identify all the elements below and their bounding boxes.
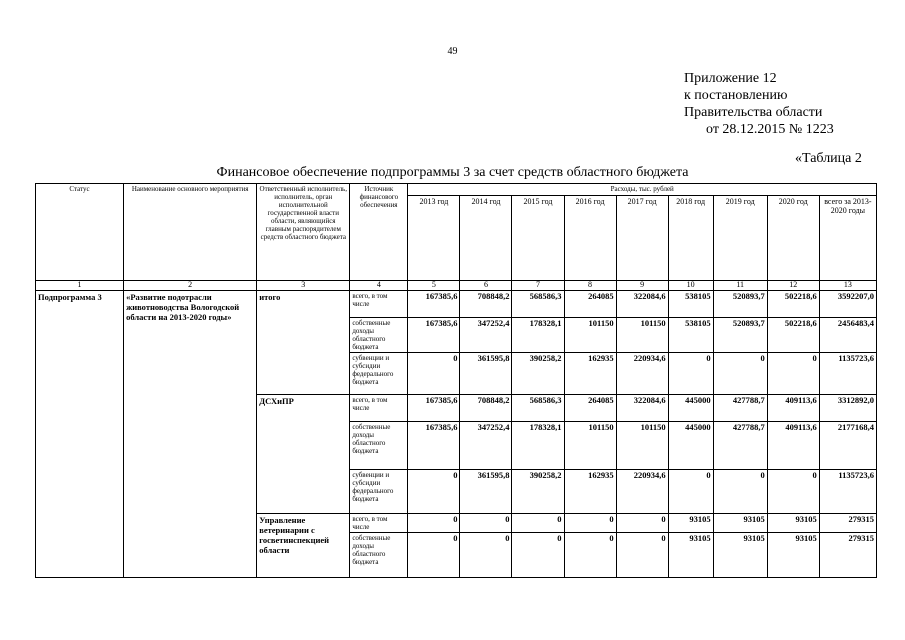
value-cell: 390258,2 bbox=[512, 353, 564, 395]
header-year: 2017 год bbox=[616, 196, 668, 281]
value-cell: 93105 bbox=[767, 514, 819, 533]
document-title: Финансовое обеспечение подпрограммы 3 за счет средств областного бюджета bbox=[216, 165, 689, 180]
financing-table bbox=[35, 183, 877, 578]
value-cell: 538105 bbox=[668, 318, 713, 353]
column-number: 4 bbox=[350, 281, 408, 291]
value-cell: 0 bbox=[668, 353, 713, 395]
value-cell: 167385,6 bbox=[408, 291, 460, 318]
value-cell: 93105 bbox=[668, 514, 713, 533]
value-cell: 0 bbox=[408, 470, 460, 514]
value-cell: 167385,6 bbox=[408, 422, 460, 470]
header-year: 2020 год bbox=[767, 196, 819, 281]
column-number: 2 bbox=[124, 281, 257, 291]
value-cell: 0 bbox=[713, 470, 767, 514]
value-cell: 347252,4 bbox=[460, 318, 512, 353]
total-value-cell: 3592207,0 bbox=[819, 291, 876, 318]
appendix-line-4: от 28.12.2015 № 1223 bbox=[706, 122, 834, 137]
value-cell: 162935 bbox=[564, 353, 616, 395]
value-cell: 162935 bbox=[564, 470, 616, 514]
header-source: Источник финансового обеспечения bbox=[350, 184, 408, 281]
value-cell: 502218,6 bbox=[767, 318, 819, 353]
value-cell: 409113,6 bbox=[767, 395, 819, 422]
appendix-line-1: Приложение 12 bbox=[684, 71, 777, 86]
value-cell: 708848,2 bbox=[460, 395, 512, 422]
source-cell: собственные доходы областного бюджета bbox=[350, 422, 408, 470]
value-cell: 93105 bbox=[767, 533, 819, 578]
header-year: 2016 год bbox=[564, 196, 616, 281]
value-cell: 178328,1 bbox=[512, 422, 564, 470]
value-cell: 93105 bbox=[668, 533, 713, 578]
value-cell: 0 bbox=[512, 514, 564, 533]
executor-cell: Управление ветеринарии с госветинспекцией области bbox=[257, 514, 350, 578]
value-cell: 361595,8 bbox=[460, 353, 512, 395]
source-cell: субвенции и субсидии федерального бюджета bbox=[350, 470, 408, 514]
table-row bbox=[36, 291, 877, 318]
header-year: 2014 год bbox=[460, 196, 512, 281]
value-cell: 167385,6 bbox=[408, 395, 460, 422]
value-cell: 101150 bbox=[616, 318, 668, 353]
value-cell: 568586,3 bbox=[512, 291, 564, 318]
value-cell: 427788,7 bbox=[713, 395, 767, 422]
total-value-cell: 279315 bbox=[819, 514, 876, 533]
table-reference: «Таблица 2 bbox=[795, 151, 862, 166]
executor-cell: ДСХиПР bbox=[257, 395, 350, 514]
value-cell: 0 bbox=[616, 533, 668, 578]
value-cell: 520893,7 bbox=[713, 291, 767, 318]
value-cell: 220934,6 bbox=[616, 353, 668, 395]
value-cell: 538105 bbox=[668, 291, 713, 318]
value-cell: 101150 bbox=[616, 422, 668, 470]
header-expenses: Расходы, тыс. рублей bbox=[408, 184, 877, 196]
column-number: 10 bbox=[668, 281, 713, 291]
page-number: 49 bbox=[447, 46, 458, 57]
value-cell: 347252,4 bbox=[460, 422, 512, 470]
total-value-cell: 3312892,0 bbox=[819, 395, 876, 422]
source-cell: всего, в том числе bbox=[350, 514, 408, 533]
column-number: 9 bbox=[616, 281, 668, 291]
value-cell: 390258,2 bbox=[512, 470, 564, 514]
column-number: 5 bbox=[408, 281, 460, 291]
value-cell: 0 bbox=[460, 533, 512, 578]
appendix-line-3: Правительства области bbox=[684, 105, 823, 120]
source-cell: собственные доходы областного бюджета bbox=[350, 318, 408, 353]
column-number: 3 bbox=[257, 281, 350, 291]
total-value-cell: 279315 bbox=[819, 533, 876, 578]
value-cell: 0 bbox=[616, 514, 668, 533]
value-cell: 427788,7 bbox=[713, 422, 767, 470]
status-cell: Подпрограмма 3 bbox=[36, 291, 124, 578]
appendix-line-2: к постановлению bbox=[684, 88, 788, 103]
header-executor: Ответственный исполнитель, исполнитель, орган исполнительной государственной власти области, являющийся главным распорядителем средств областного бюджета bbox=[257, 184, 350, 281]
value-cell: 568586,3 bbox=[512, 395, 564, 422]
column-number: 13 bbox=[819, 281, 876, 291]
value-cell: 0 bbox=[767, 353, 819, 395]
header-year: 2019 год bbox=[713, 196, 767, 281]
column-number: 12 bbox=[767, 281, 819, 291]
value-cell: 0 bbox=[408, 353, 460, 395]
source-cell: собственные доходы областного бюджета bbox=[350, 533, 408, 578]
value-cell: 93105 bbox=[713, 533, 767, 578]
executor-cell: итого bbox=[257, 291, 350, 395]
value-cell: 178328,1 bbox=[512, 318, 564, 353]
column-number: 6 bbox=[460, 281, 512, 291]
value-cell: 0 bbox=[408, 533, 460, 578]
source-cell: всего, в том числе bbox=[350, 291, 408, 318]
value-cell: 0 bbox=[713, 353, 767, 395]
column-number: 1 bbox=[36, 281, 124, 291]
value-cell: 445000 bbox=[668, 422, 713, 470]
value-cell: 264085 bbox=[564, 395, 616, 422]
header-year-total: всего за 2013-2020 годы bbox=[819, 196, 876, 281]
value-cell: 220934,6 bbox=[616, 470, 668, 514]
value-cell: 167385,6 bbox=[408, 318, 460, 353]
total-value-cell: 1135723,6 bbox=[819, 353, 876, 395]
total-value-cell: 2456483,4 bbox=[819, 318, 876, 353]
header-measure: Наименование основного мероприятия bbox=[124, 184, 257, 281]
column-number: 8 bbox=[564, 281, 616, 291]
value-cell: 93105 bbox=[713, 514, 767, 533]
header-year: 2018 год bbox=[668, 196, 713, 281]
value-cell: 0 bbox=[460, 514, 512, 533]
total-value-cell: 1135723,6 bbox=[819, 470, 876, 514]
column-number: 7 bbox=[512, 281, 564, 291]
source-cell: всего, в том числе bbox=[350, 395, 408, 422]
value-cell: 445000 bbox=[668, 395, 713, 422]
value-cell: 708848,2 bbox=[460, 291, 512, 318]
value-cell: 409113,6 bbox=[767, 422, 819, 470]
column-number: 11 bbox=[713, 281, 767, 291]
value-cell: 0 bbox=[767, 470, 819, 514]
value-cell: 101150 bbox=[564, 318, 616, 353]
header-status: Статус bbox=[36, 184, 124, 281]
value-cell: 264085 bbox=[564, 291, 616, 318]
value-cell: 0 bbox=[408, 514, 460, 533]
value-cell: 322084,6 bbox=[616, 291, 668, 318]
header-year: 2015 год bbox=[512, 196, 564, 281]
value-cell: 361595,8 bbox=[460, 470, 512, 514]
value-cell: 0 bbox=[564, 533, 616, 578]
source-cell: субвенции и субсидии федерального бюджета bbox=[350, 353, 408, 395]
value-cell: 0 bbox=[512, 533, 564, 578]
header-year: 2013 год bbox=[408, 196, 460, 281]
measure-cell: «Развитие подотрасли животноводства Вологодской области на 2013-2020 годы» bbox=[124, 291, 257, 578]
value-cell: 0 bbox=[564, 514, 616, 533]
appendix-block bbox=[684, 70, 834, 138]
value-cell: 322084,6 bbox=[616, 395, 668, 422]
value-cell: 0 bbox=[668, 470, 713, 514]
value-cell: 502218,6 bbox=[767, 291, 819, 318]
total-value-cell: 2177168,4 bbox=[819, 422, 876, 470]
value-cell: 520893,7 bbox=[713, 318, 767, 353]
value-cell: 101150 bbox=[564, 422, 616, 470]
